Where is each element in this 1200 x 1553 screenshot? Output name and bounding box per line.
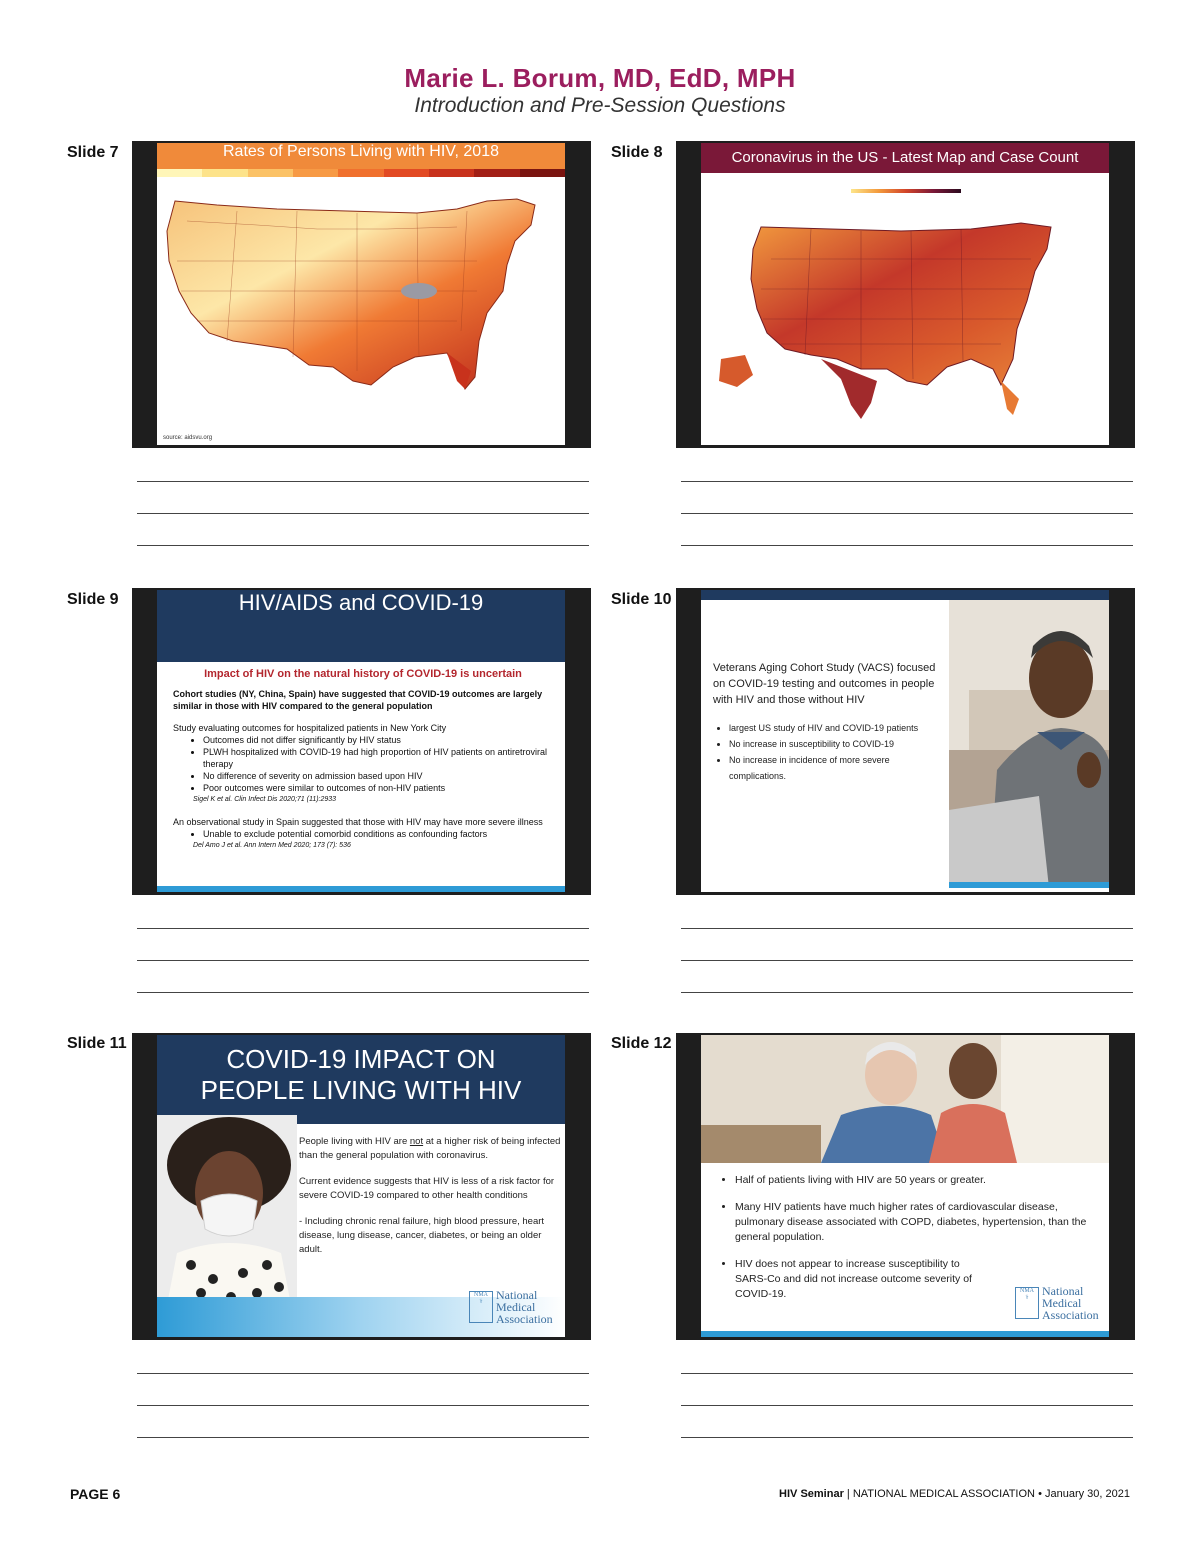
citation: Del Amo J et al. Ann Intern Med 2020; 173 (7): 536 [193,842,351,849]
slide-7-content [157,143,565,445]
bullet: • Many HIV patients have much higher rates of cardiovascular disease, pulmonary disease associated with COPD, diabetes, hypertension, than the general population. [735,1200,1097,1245]
bullet: • Half of patients living with HIV are 50 years or greater. [735,1173,1097,1188]
slide-10-content [701,590,1109,892]
bullet: • largest US study of HIV and COVID-19 patients [729,720,945,736]
slide-8-title: Coronavirus in the US - Latest Map and Case Count [701,143,1109,173]
slide-footer-bar [157,886,565,892]
note-line [137,992,589,993]
note-line [681,928,1133,929]
title-line: COVID-19 IMPACT ON [226,1044,496,1074]
bullet: • PLWH hospitalized with COVID-19 had high proportion of HIV patients on antiretroviral therapy [203,746,553,770]
page-footer [779,1488,1130,1500]
slide-9-body [173,668,553,852]
bullet: • Outcomes did not differ significantly by HIV status [203,734,553,746]
page-subtitle: Introduction and Pre-Session Questions [414,94,786,117]
map-source: source: aidsvu.org [163,435,213,441]
note-line [137,513,589,514]
nma-logo [469,1289,553,1325]
page-title: Marie L. Borum, MD, EdD, MPH [404,63,796,93]
note-line [681,1405,1133,1406]
slide-10-frame [676,588,1135,895]
note-line [681,545,1133,546]
slide-9-title: HIV/AIDS and COVID-19 [157,590,565,662]
footer-date: January 30, 2021 [1044,1488,1130,1500]
slide-11-frame [132,1033,591,1340]
page-number: PAGE 6 [70,1486,121,1502]
slide-label: Slide 11 [67,1035,127,1052]
note-line [681,1373,1133,1374]
note-line [137,960,589,961]
slide-9-content [157,590,565,892]
note-line [681,1437,1133,1438]
note-line [137,481,589,482]
footer-seminar: HIV Seminar [779,1488,844,1500]
note-line [137,545,589,546]
photo-man-laptop [949,600,1109,888]
nma-emblem: NMA ⚕ [469,1291,493,1323]
slide-label: Slide 7 [67,144,119,161]
slide-12-frame [676,1033,1135,1340]
slide-9-subtitle: Impact of HIV on the natural history of COVID-19 is uncertain [204,668,522,680]
paragraph: An observational study in Spain suggested that those with HIV may have more severe illness [173,817,543,827]
photo-woman-mask [157,1115,297,1305]
slide-8-content [701,143,1109,445]
paragraph: - Including chronic renal failure, high blood pressure, heart disease, lung disease, cancer, diabetes, or being an older adult. [299,1216,545,1255]
note-line [681,481,1133,482]
photo-two-men [701,1035,1109,1163]
citation: Sigel K et al. Clin Infect Dis 2020;71 (11):2933 [193,796,337,803]
nma-wordmark: National Medical Association [1042,1284,1099,1322]
map-legend [157,169,565,177]
slide-7-title: Rates of Persons Living with HIV, 2018 [157,143,565,169]
paragraph: Study evaluating outcomes for hospitalized patients in New York City [173,723,447,733]
nma-emblem: NMA ⚕ [1015,1287,1039,1319]
footer-bullet: • [1038,1488,1045,1500]
us-hiv-map [157,181,565,441]
slide-label: Slide 9 [67,591,119,608]
slide-label: Slide 8 [611,144,663,161]
us-covid-map [701,209,1109,439]
note-line [681,513,1133,514]
title-line: PEOPLE LIVING WITH HIV [200,1075,522,1105]
note-line [137,928,589,929]
note-line [681,992,1133,993]
slide-11-body [299,1135,561,1269]
note-line [137,1437,589,1438]
paragraph: Veterans Aging Cohort Study (VACS) focused on COVID-19 testing and outcomes in people with HIV and those without HIV [713,662,936,706]
note-line [137,1373,589,1374]
bullet: • HIV does not appear to increase susceptibility to SARS-Co and did not increase outcome severity of COVID-19. [735,1257,985,1302]
slide-label: Slide 12 [611,1035,672,1052]
bullet: • No difference of severity on admission based upon HIV [203,770,553,782]
slide-9-frame [132,588,591,895]
bullet: • No increase in susceptibility to COVID-19 [729,736,945,752]
bullet: • No increase in incidence of more severe complications. [729,752,945,784]
nma-logo [1015,1285,1099,1321]
slide-7-frame [132,141,591,448]
note-line [137,1405,589,1406]
slide-top-bar [701,590,1109,600]
note-line [681,960,1133,961]
slide-footer-bar [701,1331,1109,1337]
slide-label: Slide 10 [611,591,672,608]
paragraph: Current evidence suggests that HIV is less of a risk factor for severe COVID-19 compared to other health conditions [299,1176,555,1201]
slide-10-body [713,660,945,784]
paragraph: Cohort studies (NY, China, Spain) have suggested that COVID-19 outcomes are largely similar in those with HIV compared to the general population [173,689,543,711]
slide-11-content [157,1035,565,1337]
bullet: • Poor outcomes were similar to outcomes of non-HIV patients [203,782,553,794]
slide-8-frame [676,141,1135,448]
footer-org: NATIONAL MEDICAL ASSOCIATION [852,1488,1035,1500]
footer-divider: | [846,1488,853,1500]
slide-11-title [157,1035,565,1124]
map-legend [851,189,961,193]
nma-wordmark: National Medical Association [496,1288,553,1326]
paragraph: People living with HIV are not at a higher risk of being infected than the general population with coronavirus. [299,1136,561,1161]
slide-12-content [701,1035,1109,1337]
bullet: • Unable to exclude potential comorbid conditions as confounding factors [203,828,553,840]
